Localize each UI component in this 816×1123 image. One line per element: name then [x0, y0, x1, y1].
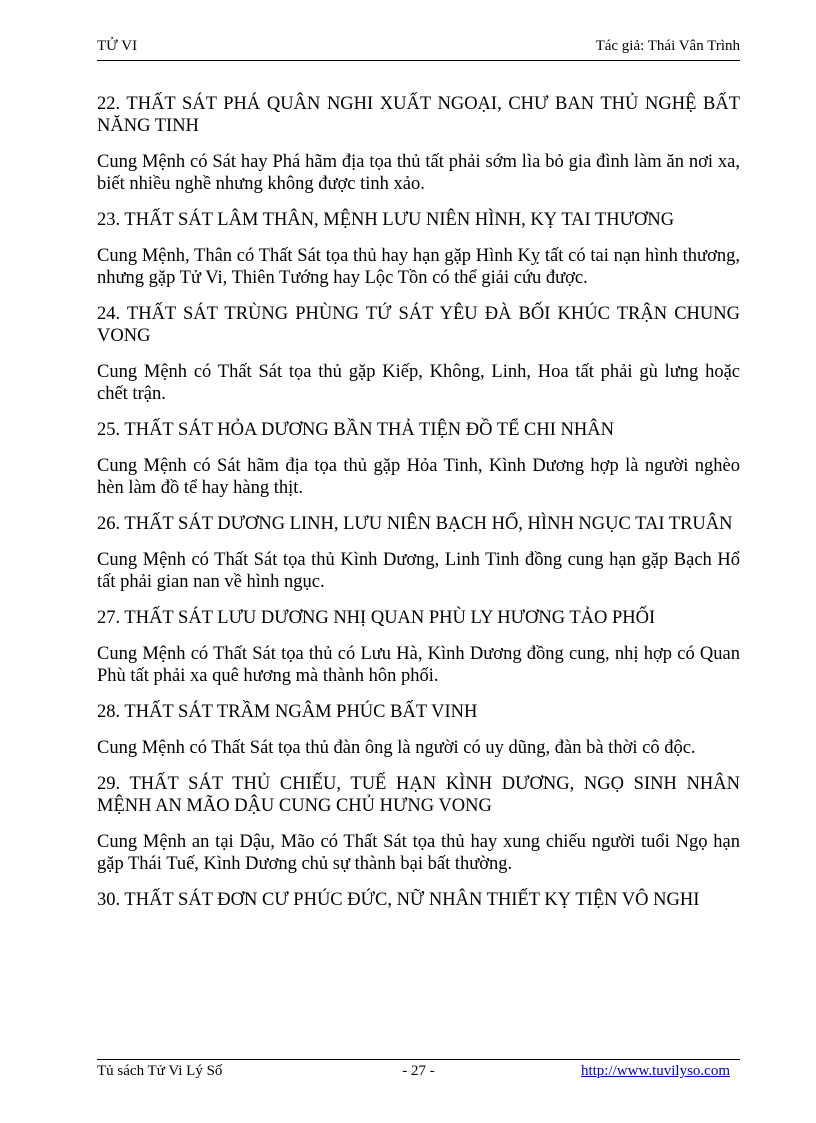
section: [97, 303, 740, 405]
section-body: Cung Mệnh có Thất Sát tọa thủ đàn ông là người có uy dũng, đàn bà thời cô độc.: [97, 738, 696, 758]
section-body: Cung Mệnh an tại Dậu, Mão có Thất Sát tọa thủ hay xung chiếu người tuổi Ngọ hạn gặp Thái Tuế, Kình Dương chủ sự thành bại bất thường.: [97, 832, 740, 874]
section-body: Cung Mệnh, Thân có Thất Sát tọa thủ hay hạn gặp Hình Kỵ tất có tai nạn hình thương, nhưng gặp Tử Vi, Thiên Tướng hay Lộc Tồn có thể giải cứu được.: [97, 246, 740, 288]
section-heading: 25. THẤT SÁT HỎA DƯƠNG BẦN THẢ TIỆN ĐỒ TỂ CHI NHÂN: [97, 420, 614, 440]
page-footer: [97, 1059, 740, 1082]
section-body: Cung Mệnh có Thất Sát tọa thủ gặp Kiếp, Không, Linh, Hoa tất phải gù lưng hoặc chết trận.: [97, 362, 740, 404]
page-number: - 27 -: [402, 1063, 435, 1079]
section: [97, 419, 740, 499]
section-heading: 27. THẤT SÁT LƯU DƯƠNG NHỊ QUAN PHÙ LY HƯƠNG TẢO PHỐI: [97, 608, 656, 628]
section-body: Cung Mệnh có Sát hãm địa tọa thủ gặp Hỏa Tinh, Kình Dương hợp là người nghèo hèn làm đồ tể hay hàng thịt.: [97, 456, 740, 498]
section: [97, 93, 740, 195]
section: [97, 607, 740, 687]
section-body: Cung Mệnh có Sát hay Phá hãm địa tọa thủ tất phải sớm lìa bỏ gia đình làm ăn nơi xa, biết nhiều nghề nhưng không được tinh xảo.: [97, 152, 740, 194]
footer-link[interactable]: http://www.tuvilyso.com: [580, 1063, 730, 1079]
header-author: Tác giả: Thái Vân Trình: [595, 38, 740, 54]
section-heading: 30. THẤT SÁT ĐƠN CƯ PHÚC ĐỨC, NỮ NHÂN THIẾT KỴ TIỆN VÔ NGHI: [97, 890, 700, 910]
section-heading: 22. THẤT SÁT PHÁ QUÂN NGHI XUẤT NGOẠI, CHƯ BAN THỦ NGHỆ BẤT NĂNG TINH: [97, 94, 740, 136]
section-body: Cung Mệnh có Thất Sát tọa thủ Kình Dương, Linh Tinh đồng cung hạn gặp Bạch Hổ tất phải gian nan về hình ngục.: [97, 550, 740, 592]
page-header: [97, 38, 740, 61]
header-title: TỬ VI: [97, 38, 138, 54]
footer-series: Tủ sách Tử Vi Lý Số: [97, 1063, 223, 1079]
section: [97, 209, 740, 289]
section: [97, 889, 740, 911]
section-heading: 28. THẤT SÁT TRẦM NGÂM PHÚC BẤT VINH: [97, 702, 478, 722]
page-content: [97, 93, 740, 925]
section-heading: 29. THẤT SÁT THỦ CHIẾU, TUẾ HẠN KÌNH DƯƠNG, NGỌ SINH NHÂN MỆNH AN MÃO DẬU CUNG CHỦ HƯNG VONG: [97, 774, 740, 816]
section-heading: 23. THẤT SÁT LÂM THÂN, MỆNH LƯU NIÊN HÌNH, KỴ TAI THƯƠNG: [97, 210, 675, 230]
section-heading: 24. THẤT SÁT TRÙNG PHÙNG TỨ SÁT YÊU ĐÀ BỐI KHÚC TRẬN CHUNG VONG: [97, 304, 740, 346]
section: [97, 513, 740, 593]
section-heading: 26. THẤT SÁT DƯƠNG LINH, LƯU NIÊN BẠCH HỔ, HÌNH NGỤC TAI TRUÂN: [97, 514, 733, 534]
section: [97, 701, 740, 759]
section-body: Cung Mệnh có Thất Sát tọa thủ có Lưu Hà, Kình Dương đồng cung, nhị hợp có Quan Phù tất phải xa quê hương mà thành hôn phối.: [97, 644, 740, 686]
section: [97, 773, 740, 875]
